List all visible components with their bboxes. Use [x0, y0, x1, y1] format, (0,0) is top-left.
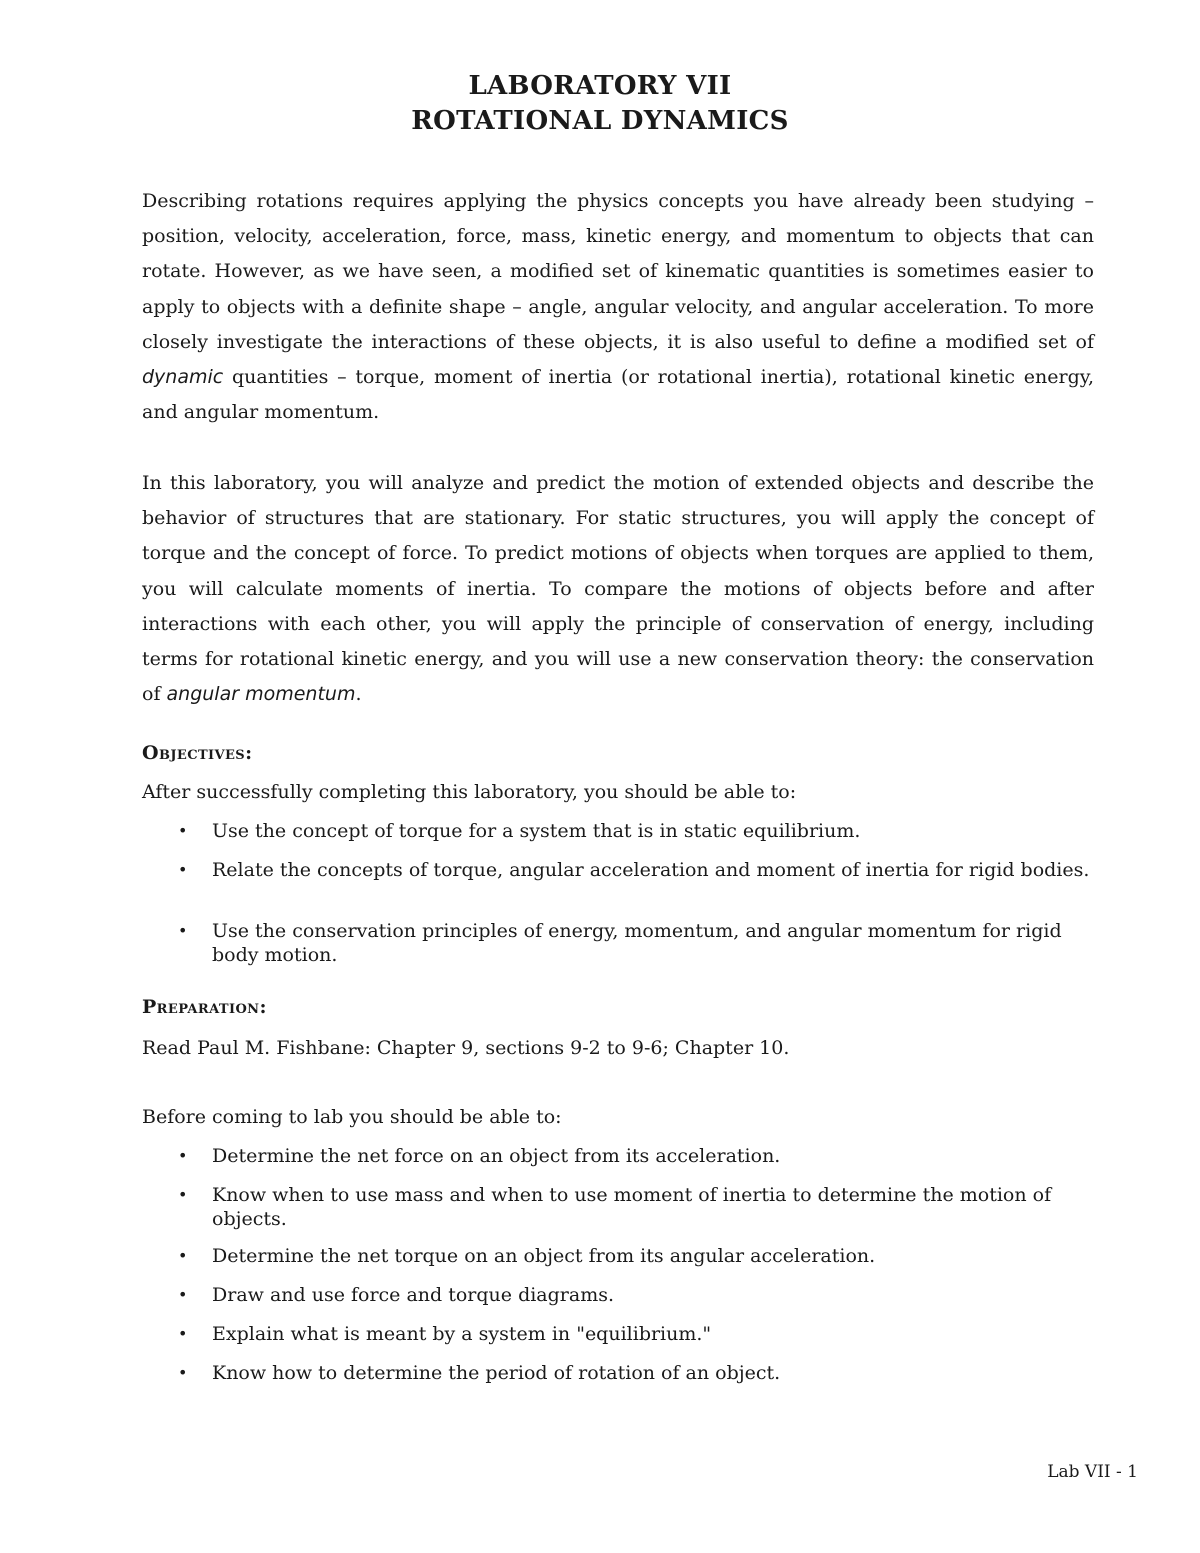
bullet-icon: • [178, 1285, 188, 1304]
bullet-icon: • [178, 860, 188, 879]
emphasis-angular-momentum: angular momentum [166, 683, 356, 706]
intro-paragraph-2: In this laboratory, you will analyze and predict the motion of extended objects and describe the behavior of structures that are stationary. For static structures, you will apply the concept of torque and the concept of force. To predict motions of objects when torques are applied to them, you will calculate moments of inertia. To compare the motions of objects before and after interactions with each other, you will apply the principle of conservation of energy, including terms for rotational kinetic energy, and you will use a new conservation theory: the conservation of angular momentum. [142, 472, 1094, 706]
preparation-item: • Know how to determine the period of rotation of an object. [178, 1362, 781, 1384]
objectives-heading: Objectives: [142, 742, 253, 764]
lab-number-title: LABORATORY VII [468, 71, 732, 101]
objectives-lead: After successfully completing this laboratory, you should be able to: [142, 781, 797, 803]
objective-item: • Use the conservation principles of energy, momentum, and angular momentum for rigid body motion. [178, 920, 1062, 966]
preparation-lead: Before coming to lab you should be able to: [142, 1106, 562, 1128]
preparation-item: • Determine the net force on an object from its acceleration. [178, 1145, 781, 1167]
intro-paragraph-1: Describing rotations requires applying the physics concepts you have already been studying – position, velocity, acceleration, force, mass, kinetic energy, and momentum to objects that can rotate. However, as we have seen, a modified set of kinematic quantities is sometimes easier to apply to objects with a definite shape – angle, angular velocity, and angular acceleration. To more closely investigate the interactions of these objects, it is also useful to define a modified set of dynamic quantities – torque, moment of inertia (or rotational inertia), rotational kinetic energy, and angular momentum. [142, 190, 1094, 424]
objective-item: • Use the concept of torque for a system that is in static equilibrium. [178, 820, 861, 842]
emphasis-dynamic: dynamic [142, 366, 224, 389]
preparation-item: • Determine the net torque on an object from its angular acceleration. [178, 1245, 876, 1267]
page-footer: Lab VII - 1 [1047, 1462, 1138, 1482]
preparation-heading: Preparation: [142, 996, 267, 1018]
objective-item: • Relate the concepts of torque, angular acceleration and moment of inertia for rigid bodies. [178, 859, 1090, 881]
preparation-item: • Know when to use mass and when to use moment of inertia to determine the motion of objects. [178, 1184, 1052, 1230]
preparation-item: • Draw and use force and torque diagrams. [178, 1284, 615, 1306]
bullet-icon: • [178, 1185, 188, 1204]
bullet-icon: • [178, 1246, 188, 1265]
bullet-icon: • [178, 1146, 188, 1165]
reading-assignment: Read Paul M. Fishbane: Chapter 9, sections 9-2 to 9-6; Chapter 10. [142, 1037, 790, 1059]
bullet-icon: • [178, 921, 188, 940]
preparation-item: • Explain what is meant by a system in "equilibrium." [178, 1323, 712, 1345]
lab-topic-title: ROTATIONAL DYNAMICS [411, 106, 789, 136]
bullet-icon: • [178, 1324, 188, 1343]
bullet-icon: • [178, 1363, 188, 1382]
bullet-icon: • [178, 821, 188, 840]
